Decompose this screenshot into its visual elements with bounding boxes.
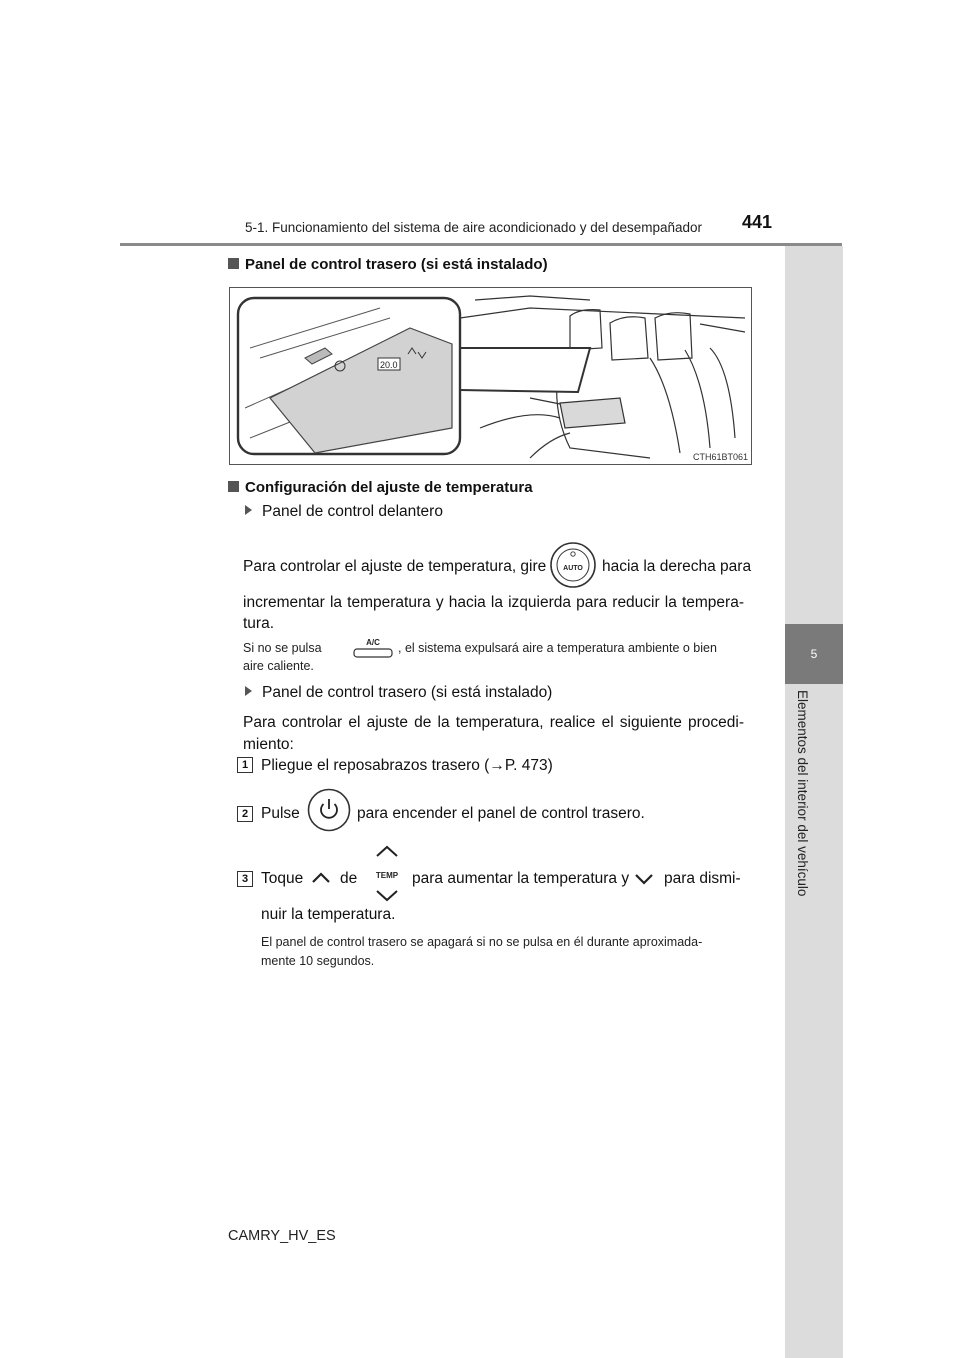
temp-control-icon (370, 843, 404, 905)
rear-instruction-line1: Para controlar el ajuste de la temperatura, realice el siguiente procedi- (243, 714, 744, 731)
step-number-3: 3 (237, 871, 253, 887)
note-auto-off-line2: mente 10 segundos. (261, 954, 375, 968)
section-heading-rear-panel: Panel de control trasero (si está instalado) (228, 256, 548, 273)
step-number-2: 2 (237, 806, 253, 822)
side-tab-background (785, 246, 843, 624)
front-instruction-line3: tura. (243, 615, 275, 632)
model-code: CAMRY_HV_ES (228, 1228, 336, 1244)
triangle-bullet-icon (245, 686, 252, 696)
figure-display-readout: 20.0 (380, 360, 398, 370)
note-ac-start: Si no se pulsa (243, 641, 322, 655)
square-bullet-icon (228, 258, 239, 269)
chapter-title: Elementos del interior del vehículo (795, 690, 810, 897)
subheading-rear-panel: Panel de control trasero (si está instalado) (245, 684, 552, 702)
step-3-text-increase: para aumentar la temperatura y (412, 870, 630, 887)
step-2-text-start: Pulse (261, 805, 300, 822)
step-3-text-touch: Toque (261, 870, 304, 887)
ac-button-icon (352, 635, 394, 661)
square-bullet-icon (228, 481, 239, 492)
running-header-section: 5-1. Funcionamiento del sistema de aire acondicionado y del desempañador (245, 220, 703, 235)
step-3-text-decrease: para dismi- (664, 870, 741, 887)
svg-text:A/C: A/C (366, 638, 380, 647)
power-button-icon (307, 788, 351, 832)
front-instruction-line1-end: hacia la derecha para (602, 558, 752, 575)
section-heading-temperature: Configuración del ajuste de temperatura (228, 479, 533, 496)
page-number: 441 (742, 212, 773, 232)
chevron-up-icon (311, 871, 331, 883)
step-3-text-continued: nuir la temperatura. (261, 906, 396, 923)
note-ac-end: , el sistema expulsará aire a temperatura ambiente o bien (398, 641, 717, 655)
front-instruction-line2: incrementar la temperatura y hacia la izquierda para reducir la tempera- (243, 594, 744, 611)
subheading-front-panel: Panel de control delantero (245, 503, 443, 521)
step-3-text-of: de (340, 870, 358, 887)
note-ac-continued: aire caliente. (243, 659, 314, 673)
rear-panel-illustration (229, 287, 752, 465)
step-number-1: 1 (237, 757, 253, 773)
note-auto-off-line1: El panel de control trasero se apagará si no se pulsa en él durante aproximada- (261, 935, 703, 949)
rear-instruction-line2: miento: (243, 736, 294, 753)
header-rule (120, 243, 842, 246)
chapter-number: 5 (810, 647, 818, 661)
svg-text:TEMP: TEMP (375, 871, 399, 880)
auto-knob-icon (549, 541, 597, 589)
chevron-down-icon (634, 872, 654, 884)
triangle-bullet-icon (245, 505, 252, 515)
figure-code: CTH61BT061 (692, 452, 748, 462)
chapter-tab (785, 624, 843, 684)
front-instruction-line1-start: Para controlar el ajuste de temperatura, gire (243, 558, 547, 575)
step-2-text-end: para encender el panel de control trasero. (357, 805, 645, 822)
rear-seat-illustration (230, 288, 751, 464)
step-1-text: Pliegue el reposabrazos trasero (→P. 473) (261, 757, 553, 774)
svg-text:AUTO: AUTO (563, 565, 583, 572)
